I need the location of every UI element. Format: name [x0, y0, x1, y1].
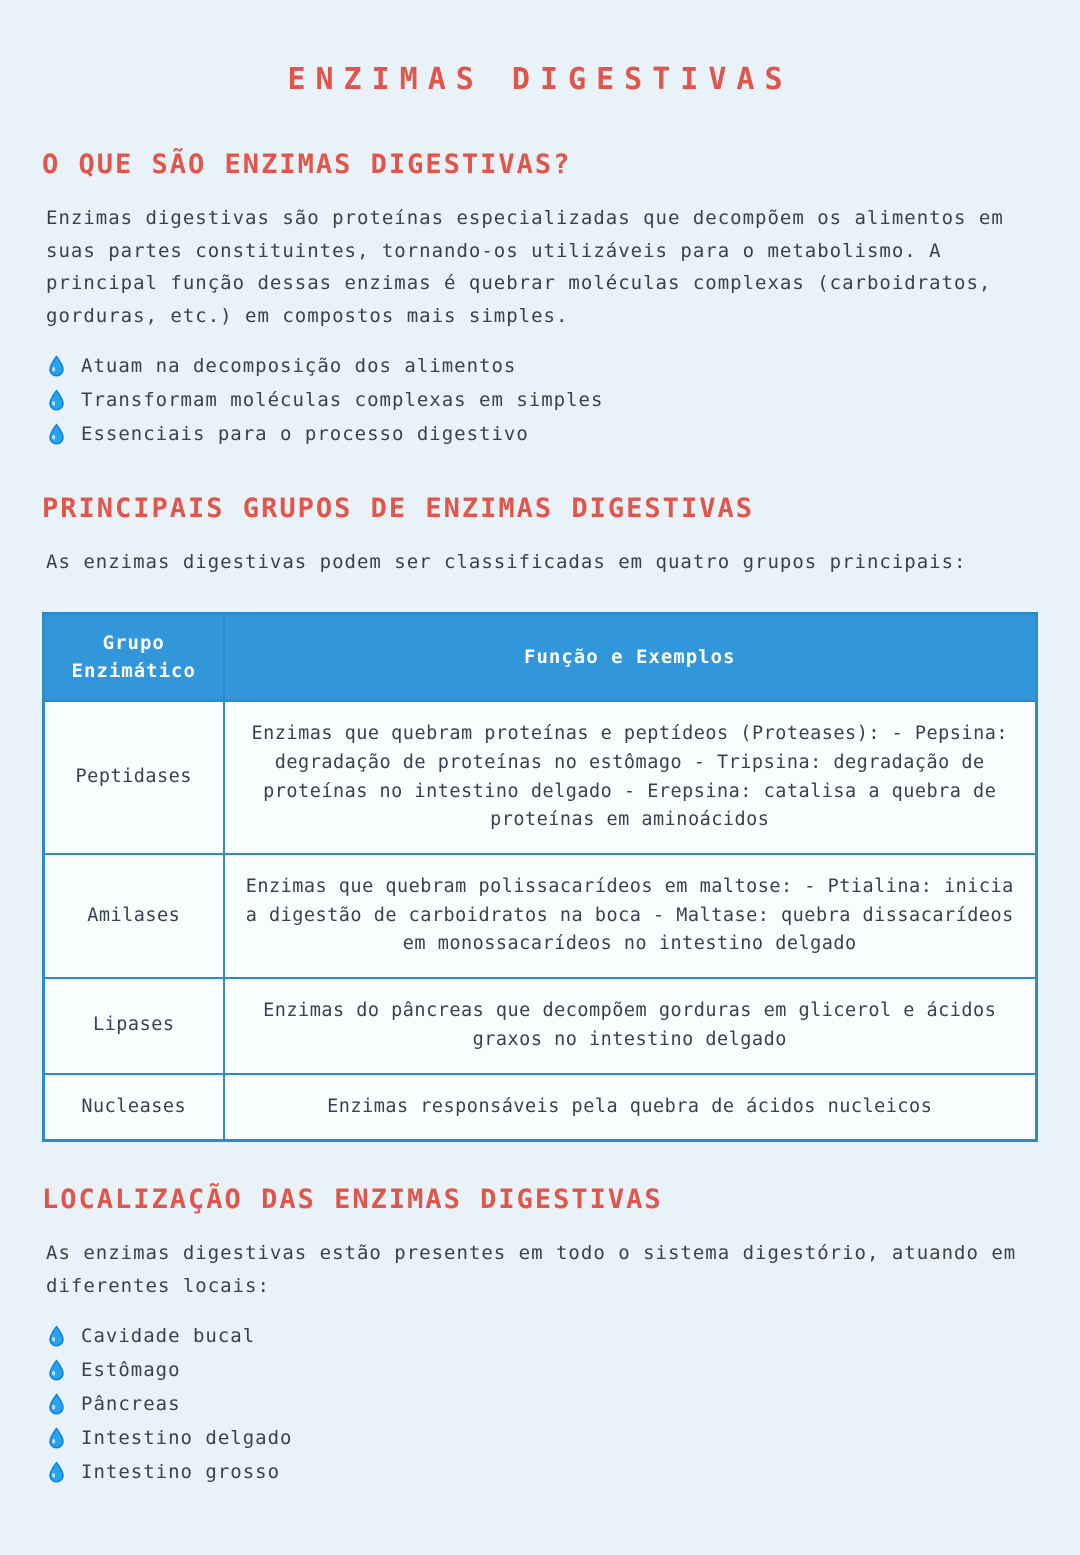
list-item: [42, 417, 1038, 451]
list-item: [42, 1353, 1038, 1387]
droplet-icon: [48, 1393, 65, 1415]
paragraph-groups: As enzimas digestivas podem ser classificadas em quatro grupos principais:: [46, 550, 967, 573]
list-item-label: Intestino delgado: [81, 1426, 293, 1449]
table-cell-group: Amilases: [44, 854, 224, 978]
table-cell-group: Nucleases: [44, 1074, 224, 1141]
droplet-icon: [48, 1461, 65, 1483]
list-item: [42, 1319, 1038, 1353]
table-header-row: [44, 614, 1037, 702]
table-row: [44, 1074, 1037, 1141]
droplet-icon: [48, 1359, 65, 1381]
paragraph-what-are: Enzimas digestivas são proteínas especializadas que decompõem os alimentos em suas partes constituintes, tornando-os utilizáveis para o metabolismo. A principal função dessas enzimas é quebrar moléculas complexas (carboidratos, gorduras, etc.) em compostos mais simples.: [46, 207, 1004, 328]
list-item: [42, 1421, 1038, 1455]
table-row: [44, 854, 1037, 978]
section-what-are: [42, 149, 1038, 451]
section-heading-groups: PRINCIPAIS GRUPOS DE ENZIMAS DIGESTIVAS: [42, 492, 754, 524]
droplet-icon: [48, 1325, 65, 1347]
list-item-label: Essenciais para o processo digestivo: [81, 422, 529, 445]
table-cell-description: Enzimas que quebram polissacarídeos em maltose: - Ptialina: inicia a digestão de carboidratos na boca - Maltase: quebra dissacarídeos em monossacarídeos no intestino delgado: [224, 854, 1037, 978]
list-item-label: Estômago: [81, 1358, 181, 1381]
paragraph-location: As enzimas digestivas estão presentes em todo o sistema digestório, atuando em diferentes locais:: [46, 1242, 1017, 1297]
table-row: [44, 701, 1037, 854]
table-cell-description: Enzimas do pâncreas que decompõem gorduras em glicerol e ácidos graxos no intestino delgado: [224, 978, 1037, 1073]
list-item: [42, 1455, 1038, 1489]
list-item-label: Transformam moléculas complexas em simples: [81, 388, 604, 411]
droplet-icon: [48, 355, 65, 377]
table-cell-description: Enzimas que quebram proteínas e peptídeos (Proteases): - Pepsina: degradação de proteínas no estômago - Tripsina: degradação de proteínas no intestino delgado - Erepsina: catalisa a quebra de proteínas em aminoácidos: [224, 701, 1037, 854]
droplet-icon: [48, 389, 65, 411]
section-heading-what-are: O QUE SÃO ENZIMAS DIGESTIVAS?: [42, 149, 572, 180]
table-cell-description: Enzimas responsáveis pela quebra de ácidos nucleicos: [224, 1074, 1037, 1141]
enzyme-groups-table: [42, 612, 1038, 1142]
list-item-label: Cavidade bucal: [81, 1324, 256, 1347]
list-item-label: Intestino grosso: [81, 1460, 281, 1483]
droplet-icon: [48, 423, 65, 445]
list-item-label: Pâncreas: [81, 1392, 181, 1415]
section-location: [42, 1184, 1038, 1488]
list-item: [42, 383, 1038, 417]
list-item-label: Atuam na decomposição dos alimentos: [81, 354, 517, 377]
bullet-list-what-are: [42, 349, 1038, 451]
list-item: [42, 349, 1038, 383]
table-header-function: Função e Exemplos: [224, 614, 1037, 702]
page-title: ENZIMAS DIGESTIVAS: [287, 62, 793, 97]
section-groups: [42, 493, 1038, 1142]
table-row: [44, 978, 1037, 1073]
list-item: [42, 1387, 1038, 1421]
bullet-list-location: [42, 1319, 1038, 1489]
table-cell-group: Lipases: [44, 978, 224, 1073]
droplet-icon: [48, 1427, 65, 1449]
section-heading-location: LOCALIZAÇÃO DAS ENZIMAS DIGESTIVAS: [42, 1184, 663, 1216]
table-header-group: Grupo Enzimático: [44, 614, 224, 702]
table-cell-group: Peptidases: [44, 701, 224, 854]
